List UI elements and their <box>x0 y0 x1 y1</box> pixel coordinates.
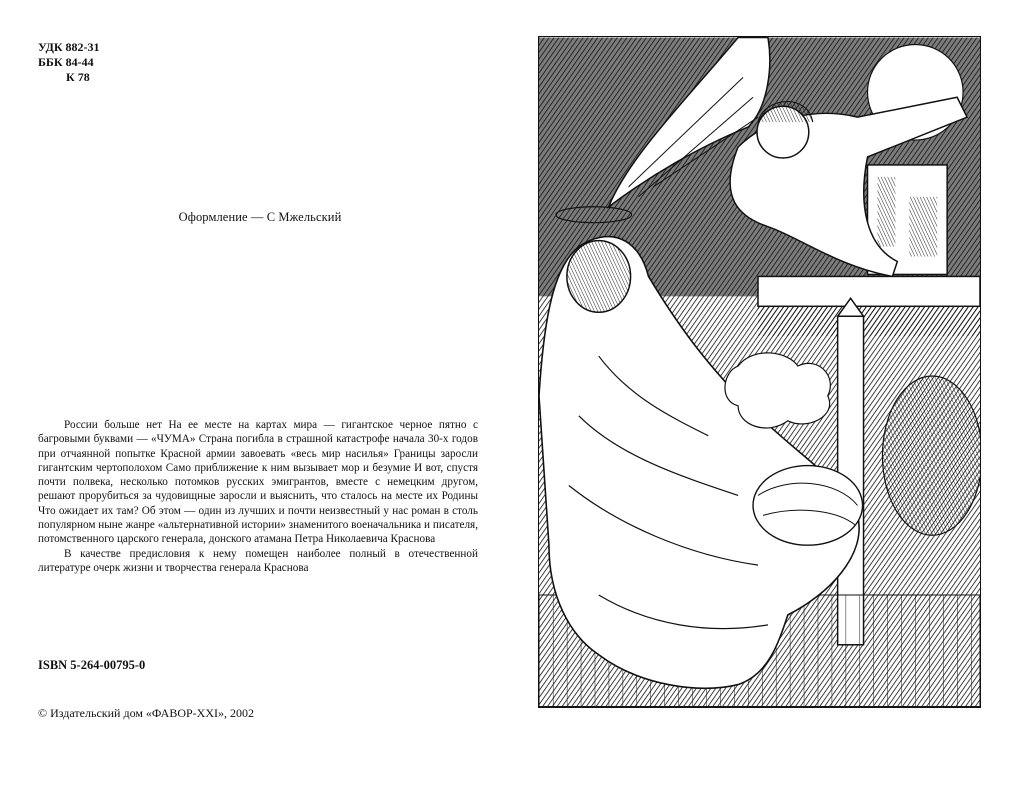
author-mark: К 78 <box>66 70 90 84</box>
design-credit: Оформление — С Мжельский <box>178 210 342 224</box>
window-figures <box>909 197 937 257</box>
knee-drapery <box>753 466 863 546</box>
annotation <box>38 418 478 575</box>
table-front <box>758 306 980 336</box>
annotation-paragraph: России больше нет На ее месте на картах мира — гигантское черное пятно с багровыми буквами — «ЧУМА» Страна погибла в страшной катастрофе начала 30-х годов при отчаянной попытке Красной армии завоевать «весь мир насилья» Границы заросли гигантским чертополохом Само приближение к ним вызывает мор и безумие И вот, спустя почти полвека, несколько потомков русских эмигрантов, вместе с немецким другом, решают прорубиться за чудовищные заросли и выяснить, что сталось на месте их Родины Что ожидает их там? Об этом — один из лучших и почти неизвестный у нас роман в столь популярном ныне жанре «альтернативной истории» знаменитого военачальника и писателя, потомственного царского генерала, донского атамана Петра Николаевича Краснова <box>38 419 478 546</box>
isbn: ISBN 5-264-00795-0 <box>38 658 146 672</box>
table-top <box>758 276 980 306</box>
bbk-code: ББК 84-44 <box>38 55 94 69</box>
annotation-paragraph: В качестве предисловия к нему помещен наиболее полный в отечественной литературе очерк жизни и творчества генерала Краснова <box>38 547 478 574</box>
figure-head <box>567 241 631 313</box>
engraving-drawing <box>539 37 980 707</box>
window-figure <box>877 177 895 247</box>
copyright: © Издательский дом «ФАВОР-XXI», 2002 <box>38 706 254 720</box>
basket <box>882 376 980 535</box>
engraving-illustration <box>538 36 981 708</box>
udk-code: УДК 882-31 <box>38 40 100 54</box>
classification-codes <box>38 40 100 85</box>
